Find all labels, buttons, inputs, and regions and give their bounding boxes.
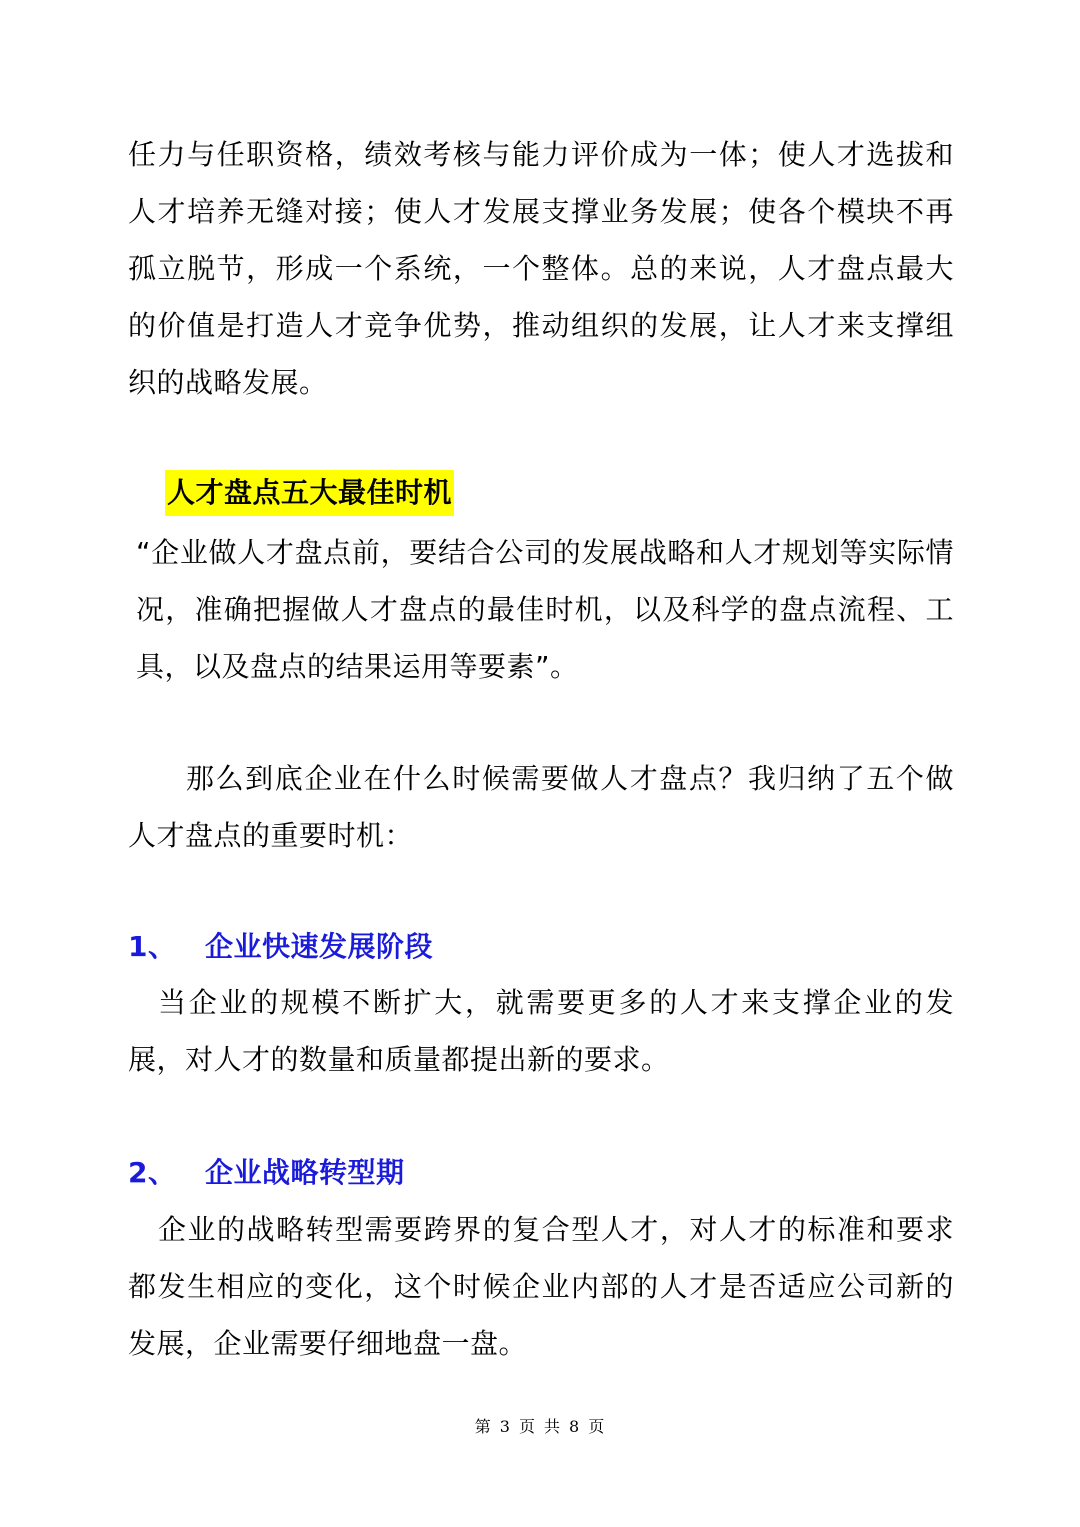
quote-paragraph: “企业做人才盘点前，要结合公司的发展战略和人才规划等实际情况，准确把握做人才盘点的最佳时机，以及科学的盘点流程、工具，以及盘点的结果运用等要素”。 [136, 536, 954, 683]
item-title: 企业快速发展阶段 [205, 930, 434, 963]
item-number: 1、 [128, 930, 177, 963]
intro-paragraph: 任力与任职资格，绩效考核与能力评价成为一体；使人才选拔和人才培养无缝对接；使人才发展支撑业务发展；使各个模块不再孤立脱节，形成一个系统，一个整体。总的来说，人才盘点最大的价值是打造人才竞争优势，推动组织的发展，让人才来支撑组织的战略发展。 [128, 138, 954, 399]
section-heading: 人才盘点五大最佳时机 [165, 470, 454, 516]
footer-prefix: 第 [474, 1417, 492, 1436]
question-paragraph: 那么到底企业在什么时候需要做人才盘点？我归纳了五个做人才盘点的重要时机： [128, 762, 954, 852]
item-body-1: 当企业的规模不断扩大，就需要更多的人才来支撑企业的发展，对人才的数量和质量都提出新的要求。 [128, 986, 954, 1076]
item-number: 2、 [128, 1156, 177, 1189]
footer-total-pages: 8 [569, 1417, 581, 1436]
item-title: 企业战略转型期 [205, 1156, 405, 1189]
footer-suffix: 页 [588, 1417, 606, 1436]
footer-current-page: 3 [499, 1417, 511, 1436]
item-body-2: 企业的战略转型需要跨界的复合型人才，对人才的标准和要求都发生相应的变化，这个时候企业内部的人才是否适应公司新的发展，企业需要仔细地盘一盘。 [128, 1213, 954, 1360]
page-footer [0, 1412, 1080, 1442]
item-heading-2 [128, 1150, 405, 1196]
item-heading-1 [128, 924, 433, 970]
footer-page-word: 页 [518, 1417, 536, 1436]
footer-total-word: 共 [544, 1417, 562, 1436]
